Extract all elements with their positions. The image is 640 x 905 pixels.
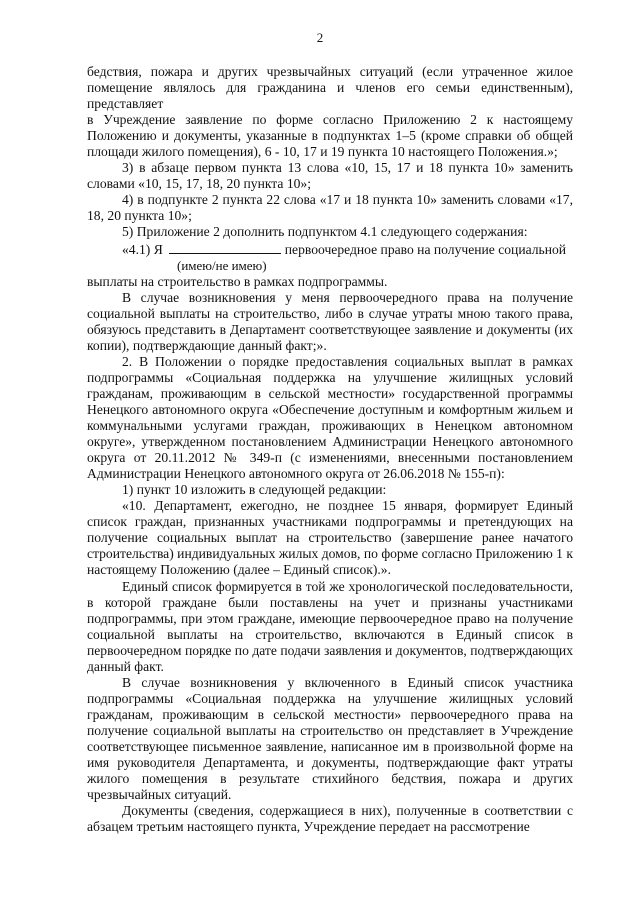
paragraph: выплаты на строительство в рамках подпрограммы. (87, 273, 388, 289)
form-blank-line (169, 241, 281, 254)
paragraph: 3) в абзаце первом пункта 13 слова «10, 15, 17 и 18 пункта 10» заменить словами «10, 15, 17, 18, 20 пункта 10»; (87, 160, 573, 192)
paragraph: в Учреждение заявление по форме согласно Приложению 2 к настоящему Положению и документы, указанные в подпунктах 1–5 (кроме справки об общей площади жилого помещения), 6 - 10, 17 и 19 пункта 10 настоящего Положения.»; (87, 112, 573, 160)
paragraph: Документы (сведения, содержащиеся в них), полученные в соответствии с абзацем третьим настоящего пункта, Учреждение передает на рассмотрение (87, 803, 573, 835)
form-line-hint: (имею/не имею) (177, 257, 267, 273)
page-number: 2 (316, 30, 324, 45)
form-line (87, 241, 573, 258)
paragraph: 4) в подпункте 2 пункта 22 слова «17 и 18 пункта 10» заменить словами «17, 18, 20 пункта 10»; (87, 192, 573, 224)
paragraph: «10. Департамент, ежегодно, не позднее 15 января, формирует Единый список граждан, признанных участниками подпрограммы и претендующих на получение социальных выплат на строительство (завершение ранее начатого строительства) индивидуальных жилых домов, по форме согласно Приложению 1 к настоящему Положению (далее – Единый список).». (87, 498, 573, 578)
document-body (87, 64, 573, 835)
paragraph: 1) пункт 10 изложить в следующей редакции: (122, 482, 387, 498)
form-line-prefix: «4.1) Я (122, 241, 163, 257)
paragraph: бедствия, пожара и других чрезвычайных ситуаций (если утраченное жилое помещение являлось для гражданина и членов его семьи единственным), представляет (87, 64, 573, 112)
paragraph: 5) Приложение 2 дополнить подпунктом 4.1 следующего содержания: (122, 224, 528, 240)
paragraph: В случае возникновения у меня первоочередного права на получение социальной выплаты на строительство, либо в случае утраты мною такого права, обязуюсь представить в Департамент соответствующее заявление и документы (их копии), подтверждающие данный факт;». (87, 289, 573, 353)
paragraph: Единый список формируется в той же хронологической последовательности, в которой граждане были поставлены на учет и признаны участниками подпрограммы, при этом граждане, имеющие первоочередное право на получение социальной выплаты на строительство, включаются в Единый список в первоочередном порядке по дате подачи заявления и документов, подтверждающих данный факт. (87, 578, 573, 674)
form-line-suffix: первоочередное право на получение социальной (284, 241, 567, 257)
paragraph: 2. В Положении о порядке предоставления социальных выплат в рамках подпрограммы «Социальная поддержка на улучшение жилищных условий гражданам, проживающим в сельской местности» государственной программы Ненецкого автономного округа «Обеспечение доступным и комфортным жильем и коммунальными услугами граждан, проживающих в Ненецком автономном округе», утвержденном постановлением Администрации Ненецкого автономного округа от 20.11.2012 № 349-п (с изменениями, внесенными постановлением Администрации Ненецкого автономного округа от 26.06.2018 № 155-п): (87, 353, 573, 482)
paragraph: В случае возникновения у включенного в Единый список участника подпрограммы «Социальная поддержка на улучшение жилищных условий гражданам, проживающим в сельской местности» первоочередного права на получение социальной выплаты на строительство он представляет в Учреждение соответствующее письменное заявление, написанное им в произвольной форме на имя руководителя Департамента, и документы, подтверждающие факт утраты жилого помещения в результате стихийного бедствия, пожара и других чрезвычайных ситуаций. (87, 674, 573, 803)
